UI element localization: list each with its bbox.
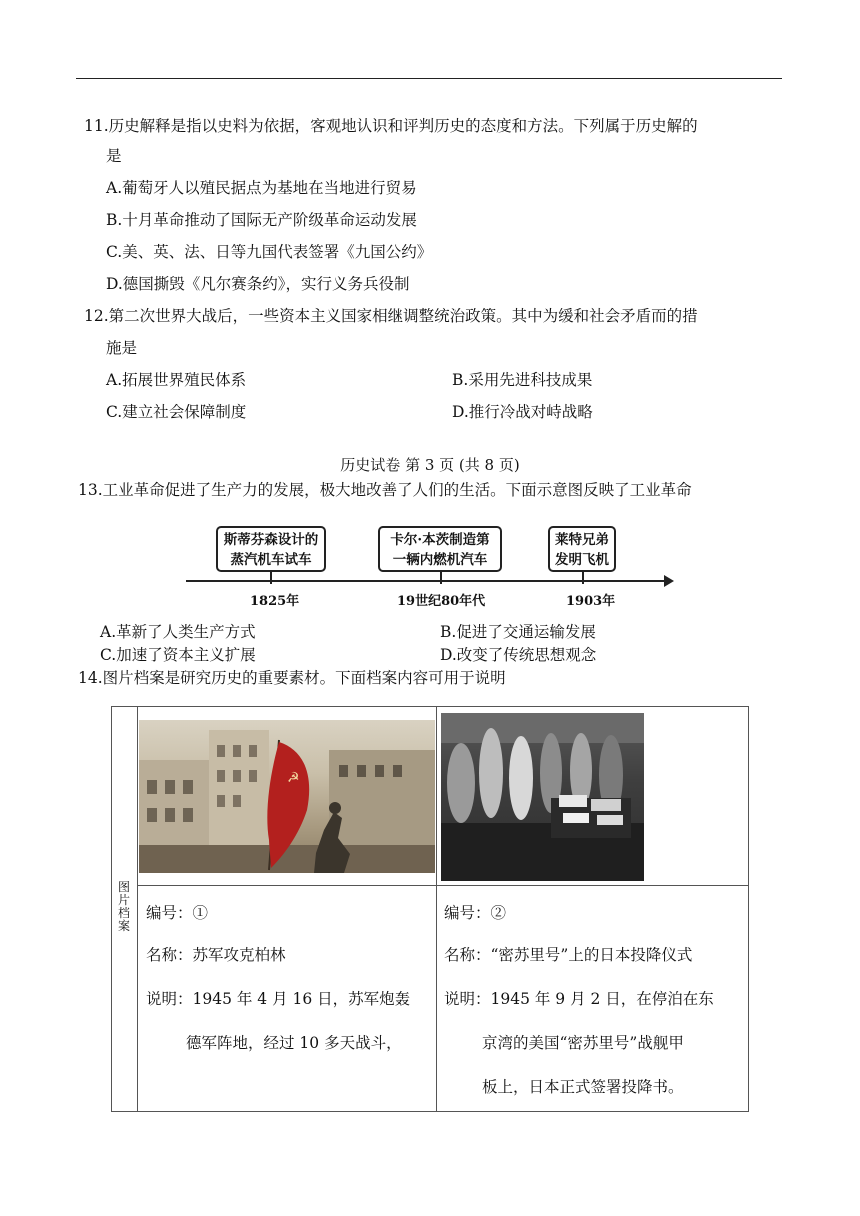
q12-option-d[interactable]: D.推行冷战对峙战略 xyxy=(452,403,593,421)
q12-stem: 12.第二次世界大战后，一些资本主义国家相继调整统治政策。其中为缓和社会矛盾而的措 xyxy=(84,307,698,325)
q12-stem-cont: 施是 xyxy=(106,339,138,357)
archive-1-number: 编号：① xyxy=(146,904,209,922)
archive-1-name: 名称：苏军攻克柏林 xyxy=(146,946,286,964)
photo-archive-table xyxy=(111,706,749,1112)
svg-text:☭: ☭ xyxy=(287,770,300,786)
archive-side-label: 图片档案 xyxy=(117,880,130,933)
archive-2-desc-cont: 京湾的美国“密苏里号”战舰甲 xyxy=(482,1034,684,1052)
archive-2-number: 编号：② xyxy=(444,904,507,922)
timeline-arrow-icon xyxy=(664,575,674,587)
timeline-event-1 xyxy=(216,526,326,572)
q12-option-a[interactable]: A.拓展世界殖民体系 xyxy=(106,371,247,389)
q11-option-d[interactable]: D.德国撕毁《凡尔赛条约》，实行义务兵役制 xyxy=(106,275,410,293)
timeline-event-1-line1: 斯蒂芬森设计的 xyxy=(223,532,319,548)
archive-2-name: 名称：“密苏里号”上的日本投降仪式 xyxy=(444,946,693,964)
timeline-event-1-line2: 蒸汽机车试车 xyxy=(230,552,312,568)
q12-option-c[interactable]: C.建立社会保障制度 xyxy=(106,403,247,421)
q11-option-c[interactable]: C.美、英、法、日等九国代表签署《九国公约》 xyxy=(106,243,433,261)
table-divider xyxy=(436,707,437,1111)
berlin-flag-illustration xyxy=(139,720,435,873)
timeline-axis xyxy=(186,580,666,582)
q13-stem: 13.工业革命促进了生产力的发展，极大地改善了人们的生活。下面示意图反映了工业革命 xyxy=(78,481,692,499)
q11-option-b[interactable]: B.十月革命推动了国际无产阶级革命运动发展 xyxy=(106,211,417,229)
timeline-event-2-line1: 卡尔·本茨制造第 xyxy=(390,532,490,548)
archive-1-desc: 说明：1945 年 4 月 16 日，苏军炮轰 xyxy=(146,990,411,1008)
timeline-tick-3 xyxy=(582,572,584,584)
q12-option-b[interactable]: B.采用先进科技成果 xyxy=(452,371,593,389)
header-rule xyxy=(76,78,782,79)
timeline-tick-1 xyxy=(270,572,272,584)
surrender-ceremony-photo xyxy=(441,713,644,881)
timeline-event-2 xyxy=(378,526,502,572)
surrender-ceremony-illustration xyxy=(441,713,644,881)
table-divider xyxy=(137,707,138,1111)
timeline-year-2: 19世纪80年代 xyxy=(397,594,486,609)
archive-2-desc: 说明：1945 年 9 月 2 日，在停泊在东 xyxy=(444,990,714,1008)
q13-option-a[interactable]: A.革新了人类生产方式 xyxy=(100,623,256,641)
q13-option-b[interactable]: B.促进了交通运输发展 xyxy=(440,623,596,641)
timeline-event-3-line2: 发明飞机 xyxy=(555,552,609,568)
timeline-year-3: 1903年 xyxy=(566,594,616,609)
timeline-event-3-line1: 莱特兄弟 xyxy=(555,532,609,548)
q11-option-a[interactable]: A.葡萄牙人以殖民据点为基地在当地进行贸易 xyxy=(106,179,417,197)
q13-option-d[interactable]: D.改变了传统思想观念 xyxy=(440,646,597,664)
timeline-tick-2 xyxy=(440,572,442,584)
q14-stem: 14.图片档案是研究历史的重要素材。下面档案内容可用于说明 xyxy=(78,669,506,687)
page-footer: 历史试卷 第 3 页 (共 8 页) xyxy=(340,456,520,474)
timeline-event-2-line2: 一辆内燃机汽车 xyxy=(392,552,488,568)
timeline-event-3 xyxy=(548,526,616,572)
archive-1-desc-cont: 德军阵地，经过 10 多天战斗， xyxy=(186,1034,402,1052)
timeline-year-1: 1825年 xyxy=(250,594,300,609)
q13-option-c[interactable]: C.加速了资本主义扩展 xyxy=(100,646,256,664)
archive-2-desc-cont2: 板上，日本正式签署投降书。 xyxy=(482,1078,684,1096)
q11-stem-cont: 是 xyxy=(106,147,122,165)
berlin-flag-photo xyxy=(139,720,435,873)
table-divider xyxy=(137,885,748,886)
q11-stem: 11.历史解释是指以史料为依据，客观地认识和评判历史的态度和方法。下列属于历史解的 xyxy=(84,117,698,135)
